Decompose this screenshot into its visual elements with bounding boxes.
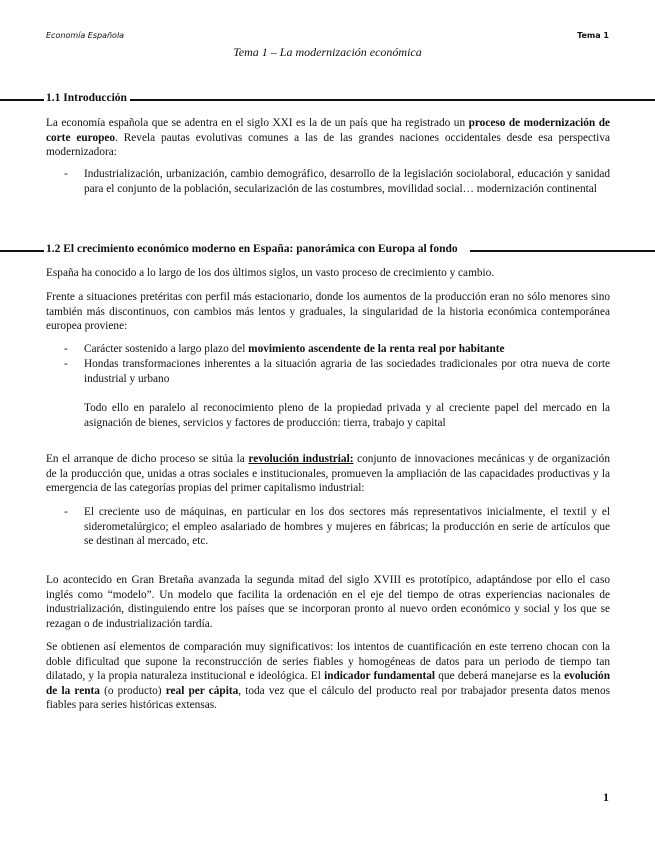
heading-rule-right [130, 99, 655, 101]
paragraph: La economía española que se adentra en el siglo XXI es la de un país que ha registrado un proceso de modernización de corte europeo. Revela pautas evolutivas comunes a las de las grandes naciones occidentales desde esa perspectiva modernizadora: [46, 117, 611, 158]
list-item: Industrialización, urbanización, cambio demográfico, desarrollo de la legislación sociolaboral, educación y sanidad para el conjunto de la población, secularización de las costumbres, movilidad social… modernización continental [84, 168, 610, 195]
paragraph: España ha conocido a lo largo de los dos últimos siglos, un vasto proceso de crecimiento y cambio. [46, 267, 495, 279]
section-title: 1.1 Introducción [46, 92, 130, 104]
heading-rule-left [0, 250, 44, 252]
bullet-dash: - [64, 168, 68, 180]
bullet-dash: - [64, 358, 68, 370]
paragraph: En el arranque de dicho proceso se sitúa la revolución industrial: conjunto de innovaciones mecánicas y de organización de la producción que, unidas a otras sociales e institucionales, promueven la ampliación de las capacidades productivas y la emergencia de las categorías propias del primer capitalismo industrial: [46, 453, 610, 494]
section-heading-introduccion [0, 92, 655, 106]
running-header-subject: Economía Española [46, 31, 125, 40]
running-header-chapter: Tema 1 [577, 31, 609, 40]
paragraph: Se obtienen así elementos de comparación muy significativos: los intentos de cuantificación en este terreno chocan con la doble dificultad que supone la reconstrucción de series fiables y homogéneas de datos para un periodo de tiempo tan dilatado, y la propia naturaleza institucional e ideológica. El indicador fundamental que deberá manejarse es la evolución de la renta (o producto) real per cápita, toda vez que el cálculo del producto real por trabajador presenta datos menos fiables para series históricas extensas. [46, 641, 610, 711]
page-number: 1 [603, 790, 609, 804]
list-item: Hondas transformaciones inherentes a la situación agraria de las sociedades tradicionales por otra nueva de corte industrial y urbano [84, 358, 610, 385]
bullet-dash: - [64, 506, 68, 518]
list-item: Carácter sostenido a largo plazo del movimiento ascendente de la renta real por habitante [84, 343, 505, 355]
list-item: El creciente uso de máquinas, en particular en los dos sectores más representativos inicialmente, el textil y el siderometalúrgico; el empleo asalariado de hombres y mujeres en fábricas; la producción en serie de artículos que se destinan al mercado, etc. [84, 506, 610, 547]
indented-note: Todo ello en paralelo al reconocimiento pleno de la propiedad privada y al creciente papel del mercado en la asignación de bienes, servicios y factores de producción: tierra, trabajo y capital [84, 402, 610, 429]
heading-rule-left [0, 99, 44, 101]
bullet-dash: - [64, 343, 68, 355]
paragraph: Lo acontecido en Gran Bretaña avanzada la segunda mitad del siglo XVIII es prototípico, adaptándose por ello el caso inglés como “modelo”. Un modelo que facilita la ordenación en el eje del tiempo de otras experiencias nacionales de industrialización, distinguiendo entre los países que se incorporan pronto al nuevo orden económico y social y los que se rezagan o de industrialización tardía. [46, 574, 610, 630]
section-title: 1.2 El crecimiento económico moderno en España: panorámica con Europa al fondo [46, 243, 461, 255]
heading-rule-right [470, 250, 655, 252]
document-title: Tema 1 – La modernización económica [233, 45, 422, 59]
paragraph: Frente a situaciones pretéritas con perfil más estacionario, donde los aumentos de la producción eran no sólo menores sino también más discontinuos, con cambios más lentos y graduales, la singularidad de la historia económica contemporánea europea proviene: [46, 291, 610, 332]
section-heading-crecimiento [0, 243, 655, 257]
